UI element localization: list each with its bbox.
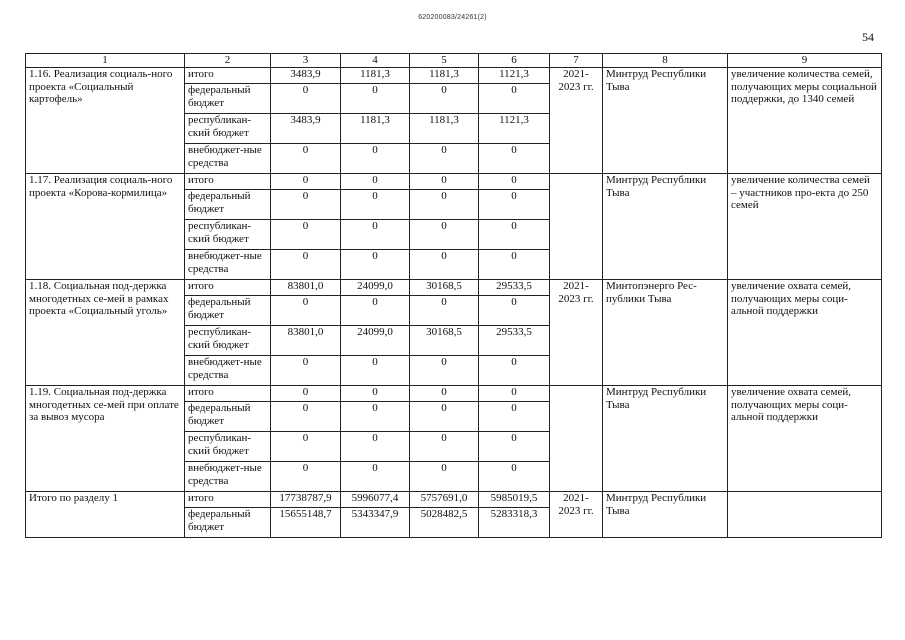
column-header: 8 (603, 54, 728, 68)
amount-cell: 0 (271, 190, 341, 220)
amount-cell: 0 (410, 250, 479, 280)
measure-name-cell: 1.18. Социальная под-держка многодетных се-мей в рамках проекта «Социальный уголь» (26, 280, 185, 386)
table-row (26, 68, 882, 84)
table-row (26, 174, 882, 190)
amount-cell: 1121,3 (479, 114, 550, 144)
expected-result-cell: увеличение количества семей, получающих меры социальной поддержки, до 1340 семей (728, 68, 882, 174)
column-header: 7 (550, 54, 603, 68)
amount-cell: 0 (271, 432, 341, 462)
amount-cell: 24099,0 (341, 326, 410, 356)
executor-cell: Минтруд Республики Тыва (603, 68, 728, 174)
executor-cell: Минтруд Республики Тыва (603, 386, 728, 492)
amount-cell: 30168,5 (410, 326, 479, 356)
funding-source-cell: республикан-ский бюджет (185, 220, 271, 250)
amount-cell: 0 (341, 296, 410, 326)
column-number-row (26, 54, 882, 68)
amount-cell: 0 (271, 386, 341, 402)
amount-cell: 5985019,5 (479, 492, 550, 508)
amount-cell: 0 (341, 174, 410, 190)
amount-cell: 0 (271, 174, 341, 190)
amount-cell: 0 (479, 432, 550, 462)
amount-cell: 0 (479, 144, 550, 174)
amount-cell: 0 (479, 250, 550, 280)
amount-cell: 0 (271, 144, 341, 174)
amount-cell: 0 (410, 84, 479, 114)
amount-cell: 0 (271, 356, 341, 386)
measure-name-cell: 1.16. Реализация социаль-ного проекта «Социальный картофель» (26, 68, 185, 174)
amount-cell: 0 (341, 84, 410, 114)
amount-cell: 17738787,9 (271, 492, 341, 508)
expected-result-cell: увеличение охвата семей, получающих меры соци-альной поддержки (728, 280, 882, 386)
program-table (25, 53, 882, 538)
executor-cell: Минтруд Республики Тыва (603, 174, 728, 280)
executor-cell: Минтопэнерго Рес-публики Тыва (603, 280, 728, 386)
measure-name-cell: 1.17. Реализация социаль-ного проекта «Корова-кормилица» (26, 174, 185, 280)
amount-cell: 0 (410, 356, 479, 386)
page-number: 54 (862, 30, 874, 44)
amount-cell: 0 (341, 250, 410, 280)
amount-cell: 0 (341, 462, 410, 492)
funding-source-cell: внебюджет-ные средства (185, 250, 271, 280)
funding-source-cell: итого (185, 386, 271, 402)
amount-cell: 0 (479, 356, 550, 386)
funding-source-cell: федеральный бюджет (185, 402, 271, 432)
funding-source-cell: итого (185, 174, 271, 190)
amount-cell: 0 (341, 356, 410, 386)
amount-cell: 1181,3 (410, 114, 479, 144)
table-row (26, 280, 882, 296)
amount-cell: 5757691,0 (410, 492, 479, 508)
amount-cell: 0 (479, 190, 550, 220)
amount-cell: 29533,5 (479, 280, 550, 296)
amount-cell: 5283318,3 (479, 508, 550, 538)
amount-cell: 0 (271, 296, 341, 326)
amount-cell: 0 (410, 174, 479, 190)
funding-source-cell: федеральный бюджет (185, 84, 271, 114)
funding-source-cell: республикан-ский бюджет (185, 432, 271, 462)
expected-result-cell: увеличение количества семей – участников про-екта до 250 семей (728, 174, 882, 280)
amount-cell: 0 (410, 402, 479, 432)
amount-cell: 0 (341, 402, 410, 432)
amount-cell: 15655148,7 (271, 508, 341, 538)
period-cell: 2021-2023 гг. (550, 492, 603, 538)
amount-cell: 0 (479, 402, 550, 432)
amount-cell: 0 (410, 220, 479, 250)
amount-cell: 5996077,4 (341, 492, 410, 508)
period-cell (550, 386, 603, 492)
amount-cell: 1121,3 (479, 68, 550, 84)
amount-cell: 0 (271, 220, 341, 250)
amount-cell: 0 (271, 84, 341, 114)
amount-cell: 0 (341, 220, 410, 250)
amount-cell: 30168,5 (410, 280, 479, 296)
period-cell: 2021-2023 гг. (550, 68, 603, 174)
amount-cell: 0 (479, 296, 550, 326)
executor-cell: Минтруд Республики Тыва (603, 492, 728, 538)
amount-cell: 0 (410, 296, 479, 326)
amount-cell: 83801,0 (271, 280, 341, 296)
amount-cell: 5028482,5 (410, 508, 479, 538)
period-cell (550, 174, 603, 280)
amount-cell: 0 (479, 386, 550, 402)
amount-cell: 0 (341, 144, 410, 174)
amount-cell: 0 (410, 190, 479, 220)
table-row (26, 386, 882, 402)
amount-cell: 0 (479, 84, 550, 114)
amount-cell: 0 (341, 432, 410, 462)
funding-source-cell: внебюджет-ные средства (185, 356, 271, 386)
amount-cell: 0 (479, 174, 550, 190)
document-id: 620200083/24261(2) (418, 14, 487, 21)
column-header: 9 (728, 54, 882, 68)
measure-name-cell: Итого по разделу 1 (26, 492, 185, 538)
expected-result-cell: увеличение охвата семей, получающих меры соци-альной поддержки (728, 386, 882, 492)
amount-cell: 1181,3 (341, 68, 410, 84)
funding-source-cell: федеральный бюджет (185, 508, 271, 538)
amount-cell: 83801,0 (271, 326, 341, 356)
period-cell: 2021-2023 гг. (550, 280, 603, 386)
amount-cell: 0 (341, 386, 410, 402)
column-header: 5 (410, 54, 479, 68)
funding-source-cell: федеральный бюджет (185, 296, 271, 326)
column-header: 2 (185, 54, 271, 68)
amount-cell: 1181,3 (341, 114, 410, 144)
column-header: 6 (479, 54, 550, 68)
amount-cell: 5343347,9 (341, 508, 410, 538)
funding-source-cell: итого (185, 492, 271, 508)
amount-cell: 0 (410, 144, 479, 174)
expected-result-cell (728, 492, 882, 538)
amount-cell: 1181,3 (410, 68, 479, 84)
amount-cell: 0 (271, 250, 341, 280)
table-row (26, 492, 882, 508)
amount-cell: 3483,9 (271, 114, 341, 144)
amount-cell: 0 (341, 190, 410, 220)
funding-source-cell: итого (185, 280, 271, 296)
amount-cell: 29533,5 (479, 326, 550, 356)
amount-cell: 24099,0 (341, 280, 410, 296)
amount-cell: 0 (479, 462, 550, 492)
amount-cell: 0 (410, 432, 479, 462)
amount-cell: 0 (271, 402, 341, 432)
measure-name-cell: 1.19. Социальная под-держка многодетных се-мей при оплате за вывоз мусора (26, 386, 185, 492)
column-header: 3 (271, 54, 341, 68)
funding-source-cell: республикан-ский бюджет (185, 326, 271, 356)
amount-cell: 0 (410, 386, 479, 402)
funding-source-cell: итого (185, 68, 271, 84)
amount-cell: 0 (271, 462, 341, 492)
amount-cell: 0 (479, 220, 550, 250)
column-header: 1 (26, 54, 185, 68)
column-header: 4 (341, 54, 410, 68)
amount-cell: 3483,9 (271, 68, 341, 84)
funding-source-cell: федеральный бюджет (185, 190, 271, 220)
amount-cell: 0 (410, 462, 479, 492)
funding-source-cell: республикан-ский бюджет (185, 114, 271, 144)
funding-source-cell: внебюджет-ные средства (185, 462, 271, 492)
funding-source-cell: внебюджет-ные средства (185, 144, 271, 174)
